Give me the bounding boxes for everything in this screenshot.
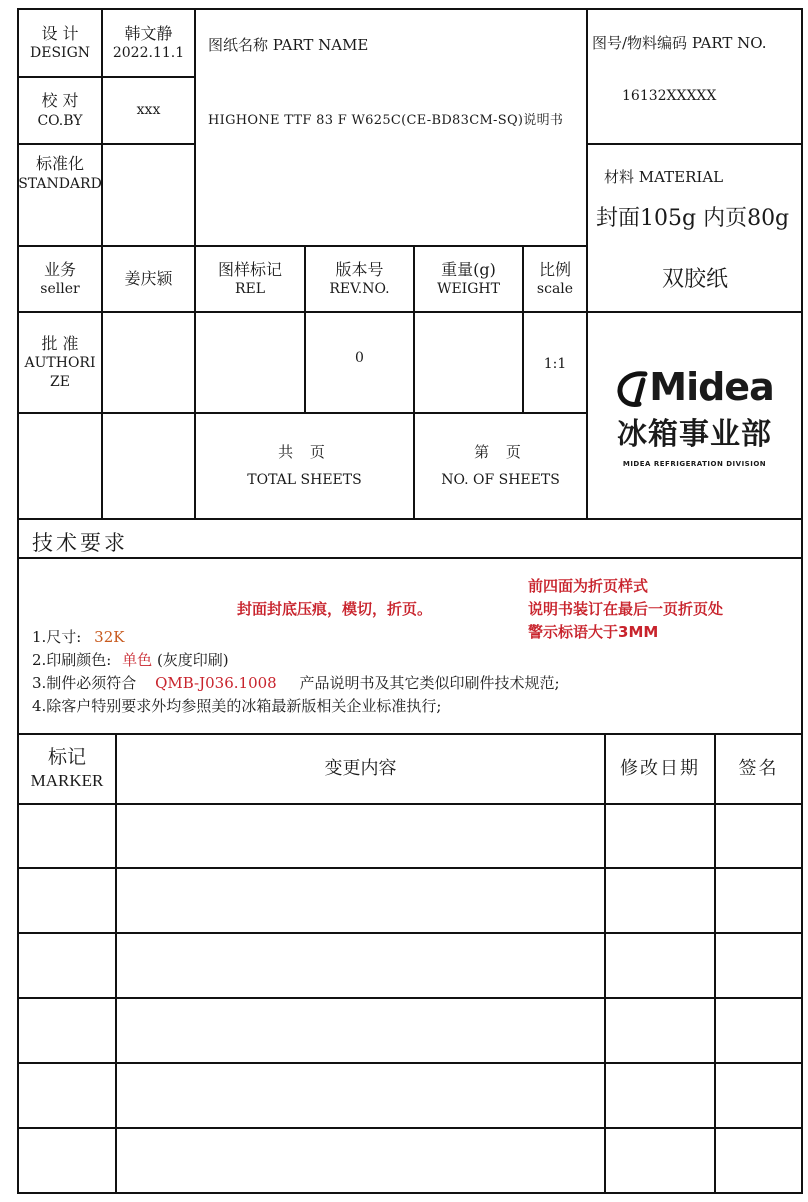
scale-value — [524, 313, 586, 412]
scale-label-en: scale — [536, 281, 574, 298]
part-name-value: HIGHONE TTF 83 F W625C(CE-BD83CM-SQ)说明书 — [208, 113, 564, 128]
standard-label-cn: 标准化 — [35, 154, 84, 173]
seller-value-text: 姜庆颍 — [124, 269, 173, 289]
midea-logo — [588, 313, 801, 518]
tech-item-3 — [32, 672, 560, 693]
design-value — [103, 10, 194, 76]
material-value-2: 双胶纸 — [661, 267, 728, 292]
part-name-label: 图纸名称 PART NAME — [208, 36, 369, 54]
tech-item-3-prefix: 3.制件必须符合 — [32, 674, 137, 692]
part-no-value: 16132XXXXX — [622, 88, 717, 104]
midea-swoosh-icon — [615, 368, 649, 408]
tech-item-3-suffix: 产品说明书及其它类似印刷件技术规范; — [299, 674, 560, 692]
tech-item-2-prefix: 2.印刷颜色: — [32, 651, 112, 669]
tb-hline-2r — [586, 143, 803, 145]
tech-item-3-value: QMB-J036.1008 — [155, 674, 277, 692]
rev-row-line-5 — [17, 1127, 803, 1129]
tech-item-2 — [32, 649, 229, 670]
design-date: 2022.11.1 — [112, 45, 185, 62]
scale-value-text: 1:1 — [543, 356, 567, 372]
no-of-sheets-cn: 第 页 — [474, 443, 527, 462]
check-value — [103, 78, 194, 143]
rev-label-en: REV.NO. — [329, 281, 390, 298]
check-label — [19, 78, 101, 143]
rev-row-line-3 — [17, 997, 803, 999]
rel-label-en: REL — [234, 281, 266, 298]
tech-note-right-1: 前四面为折页样式 — [528, 577, 649, 595]
check-value-text: xxx — [136, 102, 161, 119]
rev-header-sign-text: 签名 — [738, 757, 779, 779]
weight-label-cn: 重量(g) — [441, 259, 496, 279]
authorize-label — [19, 313, 101, 412]
standard-label-en: STANDARD — [18, 175, 102, 192]
material-value-1: 封面105g 内页80g — [596, 206, 790, 231]
tech-note-right-3: 警示标语大于3MM — [528, 623, 659, 641]
total-sheets-cn: 共 页 — [278, 443, 331, 462]
rev-header-date-text: 修改日期 — [620, 757, 700, 779]
design-name: 韩文静 — [124, 23, 173, 43]
rev-label-cn: 版本号 — [335, 259, 384, 279]
weight-label-en: WEIGHT — [437, 281, 500, 298]
scale-header — [524, 247, 586, 311]
part-no-label: 图号/物料编码 PART NO. — [592, 34, 767, 52]
no-of-sheets-en: NO. OF SHEETS — [441, 471, 560, 488]
rev-row-line-1 — [17, 867, 803, 869]
design-label-cn: 设 计 — [41, 23, 79, 43]
rev-header-marker — [19, 735, 115, 803]
authorize-label-cn: 批 准 — [41, 333, 79, 353]
material-label: 材料 MATERIAL — [604, 168, 724, 186]
tech-item-2-suffix: (灰度印刷) — [156, 651, 229, 669]
frame-right — [801, 8, 803, 1194]
rev-row-line-2 — [17, 932, 803, 934]
rev-row-line-4 — [17, 1062, 803, 1064]
rev-header-content-text: 变更内容 — [324, 757, 397, 779]
authorize-label-en-1: AUTHORI — [24, 355, 96, 372]
total-sheets — [196, 414, 413, 518]
seller-label-cn: 业务 — [43, 259, 76, 279]
check-label-cn: 校 对 — [41, 91, 79, 111]
rel-header — [196, 247, 304, 311]
rev-header-date — [606, 735, 714, 803]
frame-bottom — [17, 1192, 803, 1194]
tech-note-right-2: 说明书装订在最后一页折页处 — [528, 600, 724, 618]
midea-division-cn: 冰箱事业部 — [617, 417, 772, 453]
rev-table-header-bottom — [17, 803, 803, 805]
total-sheets-en: TOTAL SHEETS — [247, 471, 362, 488]
tech-item-4: 4.除客户特别要求外均参照美的冰箱最新版相关企业标准执行; — [32, 697, 442, 715]
tech-item-1-prefix: 1.尺寸: — [32, 628, 82, 646]
no-of-sheets — [415, 414, 586, 518]
midea-logo-word — [615, 362, 773, 413]
midea-division-en: MIDEA REFRIGERATION DIVISION — [622, 459, 767, 468]
design-label-en: DESIGN — [30, 45, 90, 62]
seller-label-en: seller — [40, 281, 80, 298]
tech-heading-line — [17, 557, 803, 559]
tech-note-center: 封面封底压痕，模切，折页。 — [237, 600, 433, 618]
tech-item-1 — [32, 626, 124, 647]
rev-header-marker-en: MARKER — [30, 771, 104, 791]
weight-header — [415, 247, 522, 311]
authorize-label-en-2: ZE — [50, 374, 70, 391]
rev-value-text: 0 — [355, 350, 364, 366]
rev-header-content — [117, 735, 604, 803]
check-label-en: CO.BY — [37, 112, 83, 129]
tb-hline-6 — [17, 518, 803, 520]
tech-item-1-value: 32K — [94, 628, 125, 646]
rev-header — [306, 247, 413, 311]
scale-label-cn: 比例 — [538, 259, 571, 279]
tech-heading: 技术要求 — [32, 531, 128, 555]
midea-word: Midea — [649, 364, 774, 409]
seller-value — [103, 247, 194, 311]
rev-header-marker-cn: 标记 — [47, 745, 86, 768]
standard-label — [19, 145, 101, 245]
rev-header-sign — [716, 735, 801, 803]
rev-value — [306, 313, 413, 412]
rel-label-cn: 图样标记 — [217, 259, 282, 279]
seller-label — [19, 247, 101, 311]
tech-item-2-value: 单色 — [122, 651, 153, 669]
design-label — [19, 10, 101, 76]
